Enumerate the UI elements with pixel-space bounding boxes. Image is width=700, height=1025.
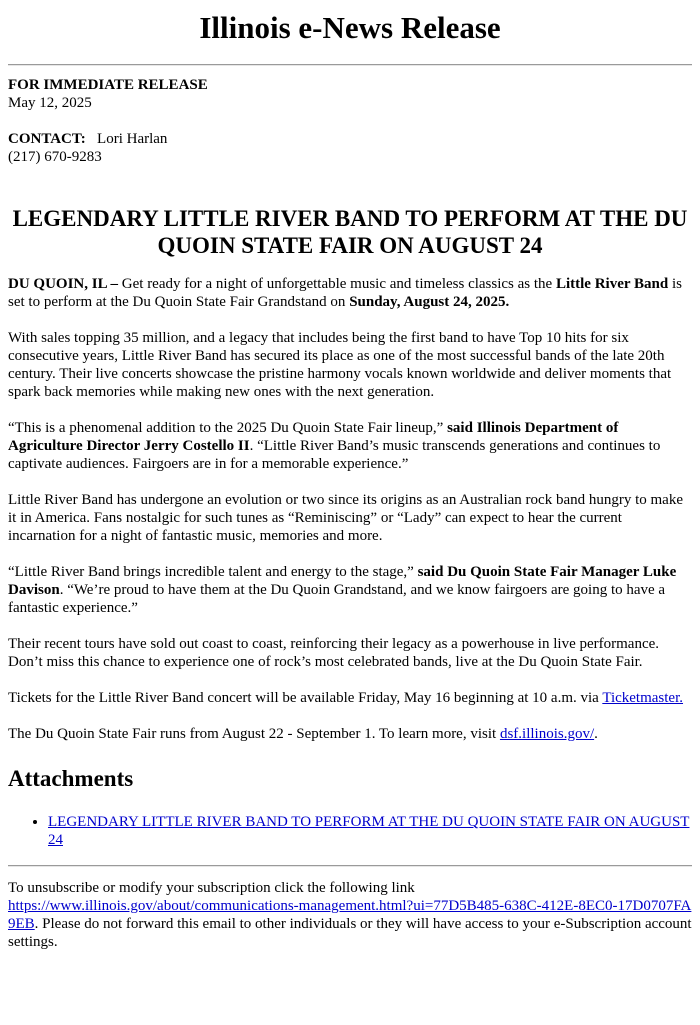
release-header [8, 76, 692, 166]
quote-director-1: “This is a phenomenal addition to the 2025 Du Quoin State Fair lineup,” [8, 420, 448, 436]
director-attribution: said Illinois Department of Agriculture Director Jerry Costello II [8, 420, 619, 454]
header-divider [8, 64, 692, 66]
intro-text-2: is set to perform at the Du Quoin State Fair Grandstand on [8, 276, 682, 310]
fair-dates-end: . [594, 726, 598, 742]
event-date: Sunday, August 24, 2025. [349, 294, 510, 310]
tickets-text: Tickets for the Little River Band concert will be available Friday, May 16 beginning at 10 a.m. via [8, 690, 603, 706]
paragraph-tours: Their recent tours have sold out coast to coast, reinforcing their legacy as a powerhouse in live performance. Don’t miss this chance to experience one of rock’s most celebrated bands, live at the Du Quoin State Fair. [8, 636, 660, 670]
dsf-link[interactable]: dsf.illinois.gov/ [499, 726, 595, 742]
footer-divider [8, 865, 692, 867]
paragraph-fair-dates [8, 725, 692, 743]
quote-manager-1: “Little River Band brings incredible talent and energy to the stage,” [8, 564, 418, 580]
unsubscribe-intro: To unsubscribe or modify your subscription click the following link [8, 880, 415, 896]
dateline: DU QUOIN, IL – [8, 276, 119, 292]
attachment-link[interactable]: LEGENDARY LITTLE RIVER BAND TO PERFORM AT THE DU QUOIN STATE FAIR ON AUGUST 24 [48, 814, 690, 848]
release-date: May 12, 2025 [8, 95, 92, 111]
release-label: FOR IMMEDIATE RELEASE [8, 77, 208, 93]
contact-phone: (217) 670-9283 [8, 149, 102, 165]
contact-name: Lori Harlan [97, 131, 168, 147]
list-item [48, 813, 692, 849]
band-name: Little River Band [555, 276, 669, 292]
footer [8, 879, 692, 951]
fair-dates-text: The Du Quoin State Fair runs from August 22 - September 1. To learn more, visit [8, 726, 500, 742]
paragraph-legacy: With sales topping 35 million, and a legacy that includes being the first band to have Top 10 hits for six consecutive years, Little River Band has secured its place as one of the most successful bands of the late 20th century. Their live concerts showcase the pristine harmony vocals known worldwide and deliver moments that spark back memories while making new ones with the next generation. [8, 330, 672, 400]
forward-warning: . Please do not forward this email to other individuals or they will have access to your e-Subscription account settings. [8, 916, 692, 950]
paragraph-director-quote [8, 419, 692, 473]
banner-title: Illinois e-News Release [199, 10, 501, 45]
paragraph-intro [8, 275, 692, 311]
contact-label: CONTACT: [8, 131, 86, 147]
paragraph-manager-quote [8, 563, 692, 617]
attachments-list [8, 813, 692, 849]
manager-attribution: said Du Quoin State Fair Manager Luke Davison [8, 564, 677, 598]
quote-manager-2: . “We’re proud to have them at the Du Quoin Grandstand, and we know fairgoers are going to have a fantastic experience.” [8, 582, 666, 616]
ticketmaster-link[interactable]: Ticketmaster. [602, 690, 684, 706]
quote-director-2: . “Little River Band’s music transcends generations and continues to captivate audiences. Fairgoers are in for a memorable experience.” [8, 438, 661, 472]
unsubscribe-link[interactable]: https://www.illinois.gov/about/communications-management.html?ui=77D5B485-638C-412E-8EC0-17D0707FA9EB [8, 898, 692, 932]
press-headline: LEGENDARY LITTLE RIVER BAND TO PERFORM AT THE DU QUOIN STATE FAIR ON AUGUST 24 [12, 206, 688, 258]
paragraph-evolution: Little River Band has undergone an evolution or two since its origins as an Australian rock band hungry to make it in America. Fans nostalgic for such tunes as “Reminiscing” or “Lady” can expect to hear the current incarnation for a night of fantastic music, memories and more. [8, 492, 683, 544]
intro-text-1: Get ready for a night of unforgettable music and timeless classics as the [118, 276, 556, 292]
paragraph-tickets [8, 689, 692, 707]
attachments-heading: Attachments [8, 766, 134, 791]
